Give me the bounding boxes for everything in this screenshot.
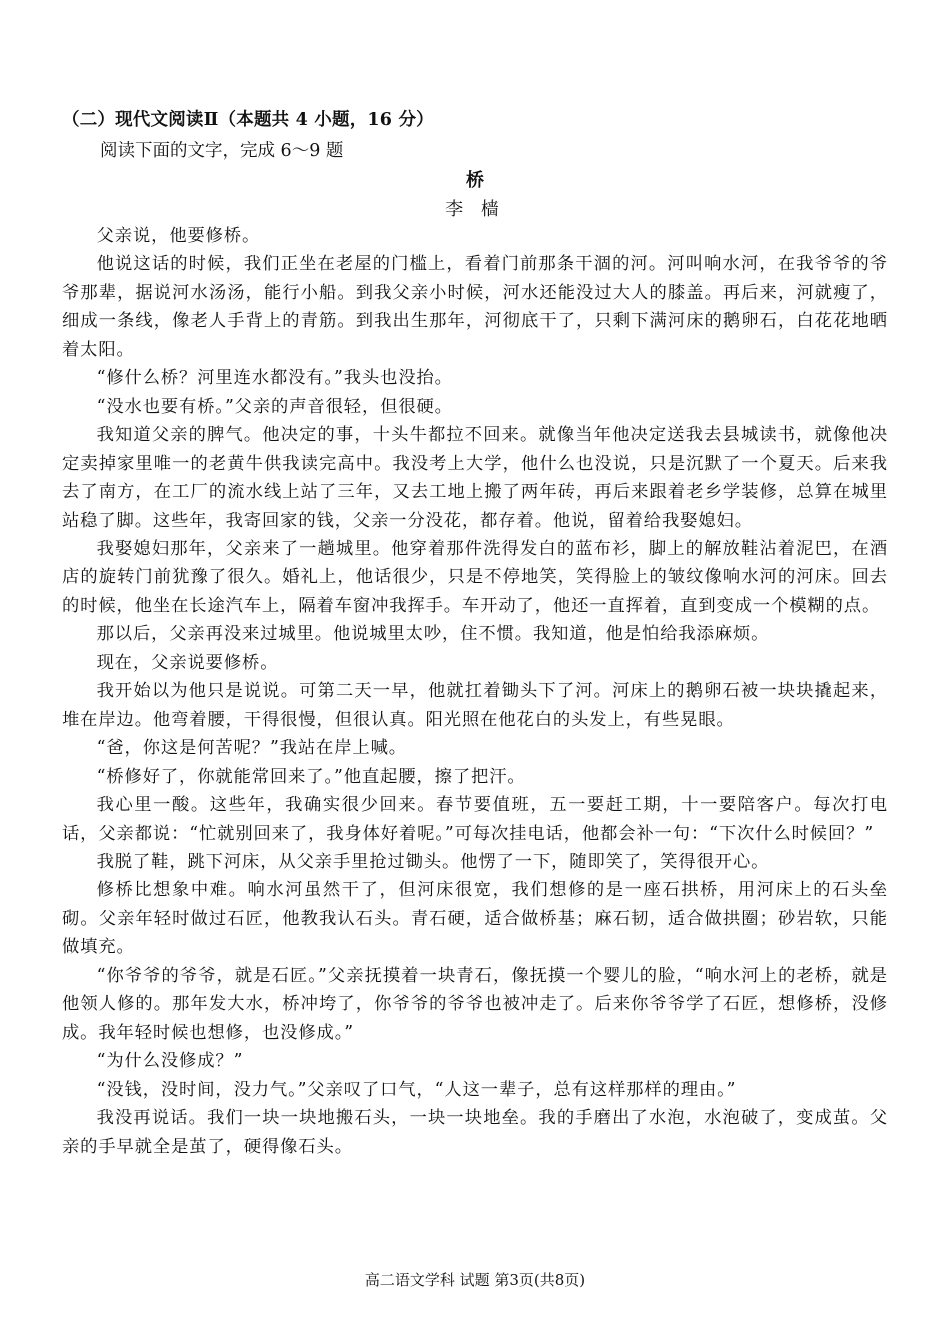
paragraph: “没水也要有桥。”父亲的声音很轻，但很硬。 bbox=[96, 396, 453, 417]
paragraph: “修什么桥？河里连水都没有。”我头也没抬。 bbox=[96, 368, 453, 389]
paragraph: 那以后，父亲再没来过城里。他说城里太吵，住不惯。我知道，他是怕给我添麻烦。 bbox=[96, 624, 770, 645]
paragraph: 修桥比想象中难。响水河虽然干了，但河床很宽，我们想修的是一座石拱桥，用河床上的石头垒砌。父亲年轻时做过石匠，他教我认石头。青石硬，适合做桥基；麻石韧，适合做拱圈；砂岩软，只能做填充。 bbox=[62, 880, 888, 958]
paragraph: 我没再说话。我们一块一块地搬石头，一块一块地垒。我的手磨出了水泡，水泡破了，变成茧。父亲的手早就全是茧了，硬得像石头。 bbox=[62, 1108, 888, 1157]
paragraph: 现在，父亲说要修桥。 bbox=[96, 652, 279, 673]
paragraph: “没钱，没时间，没力气。”父亲叹了口气，“人这一辈子，总有这样那样的理由。” bbox=[96, 1079, 737, 1100]
paragraph: 我知道父亲的脾气。他决定的事，十头牛都拉不回来。就像当年他决定送我去县城读书，就像他决定卖掉家里唯一的老黄牛供我读完高中。我没考上大学，他什么也没说，只是沉默了一个夏天。后来我去了南方，在工厂的流水线上站了三年，又去工地上搬了两年砖，再后来跟着老乡学装修，总算在城里站稳了脚。这些年，我寄回家的钱，父亲一分没花，都存着。他说，留着给我娶媳妇。 bbox=[62, 425, 888, 531]
paragraph: “桥修好了，你就能常回来了。”他直起腰，擦了把汗。 bbox=[96, 766, 526, 787]
paragraph: 父亲说，他要修桥。 bbox=[96, 226, 261, 246]
paragraph: “爸，你这是何苦呢？”我站在岸上喊。 bbox=[96, 738, 407, 759]
paragraph: 我心里一酸。这些年，我确实很少回来。春节要值班，五一要赶工期，十一要陪客户。每次打电话，父亲都说：“忙就别回来了，我身体好着呢。”可每次挂电话，他都会补一句：“下次什么时候回？” bbox=[62, 795, 888, 844]
paragraph: 我娶媳妇那年，父亲来了一趟城里。他穿着那件洗得发白的蓝布衫，脚上的解放鞋沾着泥巴，在酒店的旋转门前犹豫了很久。婚礼上，他话很少，只是不停地笑，笑得脸上的皱纹像响水河的河床。回去的时候，他坐在长途汽车上，隔着车窗冲我挥手。车开动了，他还一直挥着，直到变成一个模糊的点。 bbox=[62, 538, 888, 616]
paragraph: 我开始以为他只是说说。可第二天一早，他就扛着锄头下了河。河床上的鹅卵石被一块块撬起来，堆在岸边。他弯着腰，干得很慢，但很认真。阳光照在他花白的头发上，有些晃眼。 bbox=[62, 681, 888, 730]
paragraph: 他说这话的时候，我们正坐在老屋的门槛上，看着门前那条干涸的河。河叫响水河，在我爷爷的爷爷那辈，据说河水汤汤，能行小船。到我父亲小时候，河水还能没过大人的膝盖。再后来，河就瘦了，细成一条线，像老人手背上的青筋。到我出生那年，河彻底干了，只剩下满河床的鹅卵石，白花花地晒着太阳。 bbox=[62, 254, 888, 360]
paragraph: 我脱了鞋，跳下河床，从父亲手里抢过锄头。他愣了一下，随即笑了，笑得很开心。 bbox=[96, 851, 770, 872]
paragraph: “你爷爷的爷爷，就是石匠。”父亲抚摸着一块青石，像抚摸一个婴儿的脸，“响水河上的老桥，就是他领人修的。那年发大水，桥冲垮了，你爷爷的爷爷也被冲走了。后来你爷爷学了石匠，想修桥，没修成。我年轻时候也想修，也没修成。” bbox=[62, 965, 888, 1043]
paragraph: “为什么没修成？” bbox=[96, 1051, 244, 1072]
article-title: 桥 bbox=[466, 170, 484, 191]
page-footer: 高二语文学科 试题 第3页(共8页) bbox=[364, 1271, 586, 1289]
article-author: 李 樯 bbox=[445, 199, 505, 220]
section-heading: （二）现代文阅读Ⅱ（本题共 4 小题，16 分） bbox=[62, 110, 434, 130]
article-body bbox=[62, 222, 888, 1161]
reading-instruction: 阅读下面的文字，完成 6～9 题 bbox=[100, 141, 344, 161]
